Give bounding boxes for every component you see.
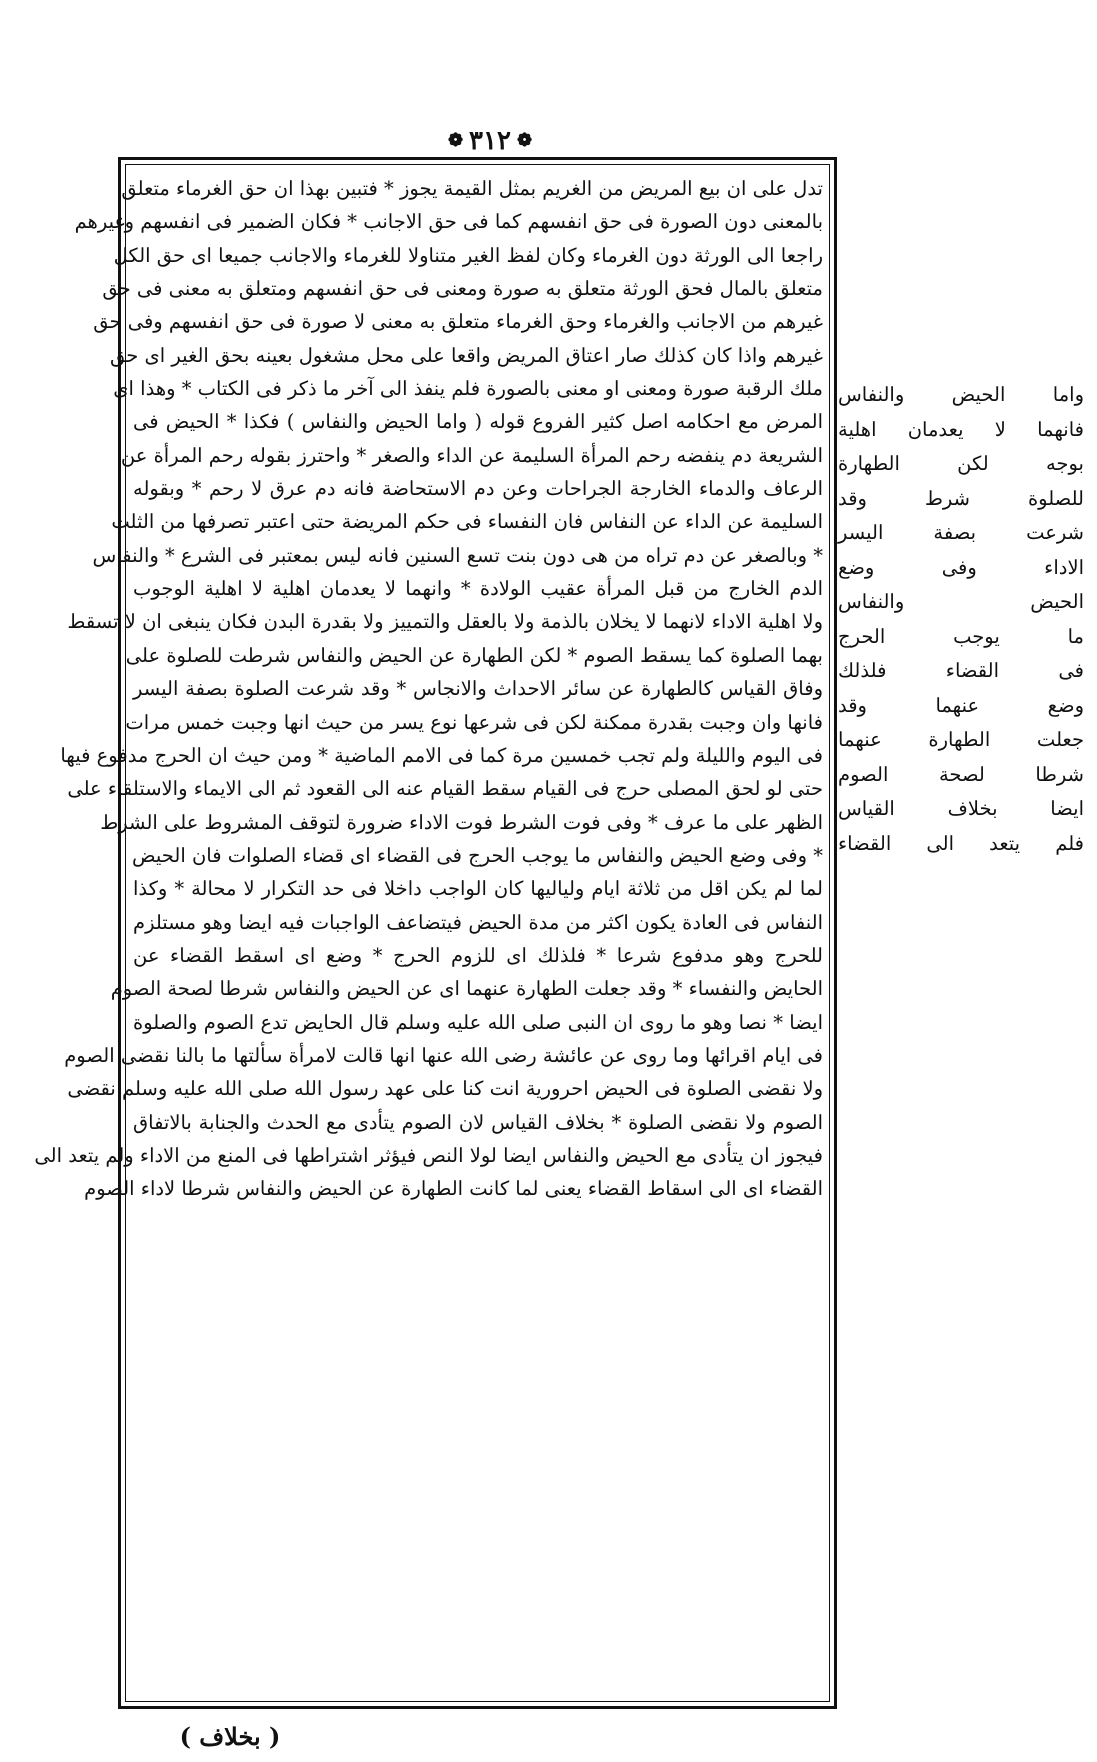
margin-note-line: جعلت الطهارة عنهما bbox=[838, 728, 1084, 751]
margin-note-line: الاداء وفى وضع bbox=[838, 555, 1084, 579]
text-line: ايضا * نصا وهو ما روى ان النبى صلى الله عليه وسلم قال الحايض تدع الصوم والصلوة bbox=[133, 1010, 823, 1034]
text-line: * وفى وضع الحيض والنفاس ما يوجب الحرج فى القضاء اى قضاء الصلوات فان الحيض bbox=[132, 843, 823, 867]
text-line: النفاس فى العادة يكون اكثر من مدة الحيض فيتضاعف الواجبات فيه ايضا وهو مستلزم bbox=[133, 910, 823, 934]
text-line: الظهر على ما عرف * وفى فوت الشرط فوت الاداء ضرورة لتوقف المشروط على الشرط bbox=[100, 810, 823, 834]
margin-note-line: الحيض والنفاس bbox=[838, 590, 1084, 613]
margin-note-line: شرطا لصحة الصوم bbox=[838, 762, 1084, 786]
text-line: المرض مع احكامه اصل كثير الفروع قوله ( واما الحيض والنفاس ) فكذا * الحيض فى bbox=[133, 410, 823, 434]
text-line: لما لم يكن اقل من ثلاثة ايام ولياليها كان الواجب داخلا فى حد التكرار لا محالة * وكذا bbox=[133, 877, 823, 901]
text-line: الدم الخارج من قبل المرأة عقيب الولادة * وانهما لا يعدمان اهلية لا اهلية الوجوب bbox=[133, 577, 823, 601]
margin-note-line: فلم يتعد الى القضاء bbox=[838, 831, 1084, 855]
main-text-block bbox=[34, 172, 823, 1702]
text-line: القضاء اى الى اسقاط القضاء يعنى لما كانت الطهارة عن الحيض والنفاس شرطا لاداء الصوم bbox=[84, 1177, 823, 1201]
text-line: فى اليوم والليلة ولم تجب خمسين مرة كما فى الامم الماضية * ومن حيث ان الحرج مدفوع فيها bbox=[60, 743, 823, 767]
page-number-text: ٣١٢ bbox=[469, 126, 511, 156]
text-line: الصوم ولا نقضى الصلوة * بخلاف القياس لان الصوم يتأدى مع الحدث والجنابة بالاتفاق bbox=[133, 1110, 823, 1134]
text-line: غيرهم واذا كان كذلك صار اعتاق المريض واقعا على محل مشغول بعينه بحق الغير اى حق bbox=[110, 343, 823, 367]
text-line: فانها وان وجبت بقدرة ممكنة لكن فى شرعها نوع يسر من حيث انها وجبت خمس مرات bbox=[125, 710, 823, 734]
text-line: ولا نقضى الصلوة فى الحيض احرورية انت كنا على عهد رسول الله صلى الله عليه وسلم نقضى bbox=[67, 1077, 823, 1101]
text-line: فيجوز ان يتأدى مع الحيض والنفاس ايضا لولا النص فيؤثر اشتراطها فى المنع من الاداء ولم يتعد الى bbox=[34, 1143, 823, 1167]
text-line: السليمة عن الداء عن النفاس فان النفساء فى حكم المريضة حتى اعتبر تصرفها من الثلث bbox=[111, 510, 823, 534]
text-line: للحرج وهو مدفوع شرعا * فلذلك اى للزوم الحرج * وضع اى اسقط القضاء عن bbox=[133, 943, 823, 967]
text-line: ولا اهلية الاداء لانهما لا يخلان بالذمة ولا بالعقل والتمييز ولا بقدرة البدن فكان ينبغى ان لا تسقط bbox=[67, 610, 823, 634]
text-line: الشريعة دم ينفضه رحم المرأة السليمة عن الداء والصغر * واحترز بقوله رحم المرأة عن bbox=[120, 443, 823, 467]
text-line: ملك الرقبة صورة ومعنى او معنى بالصورة فلم ينفذ الى آخر ما ذكر فى الكتاب * وهذا اى bbox=[113, 377, 823, 401]
ornament-left-icon: ❁ bbox=[447, 130, 464, 151]
text-line: متعلق بالمال فحق الورثة متعلق به صورة ومعنى فى حق انفسهم ومتعلق به معنى فى حق bbox=[102, 277, 823, 301]
page-number bbox=[435, 120, 545, 160]
text-line: بالمعنى دون الصورة فى حق انفسهم كما فى حق الاجانب * فكان الضمير فى انفسهم وغيرهم bbox=[74, 210, 823, 234]
text-line: وفاق القياس كالطهارة عن سائر الاحداث والانجاس * وقد شرعت الصلوة بصفة اليسر bbox=[133, 677, 823, 701]
text-line: * وبالصغر عن دم تراه من هى دون بنت تسع السنين فانه ليس بمعتبر فى الشرع * والنفاس bbox=[92, 543, 823, 567]
text-line: راجعا الى الورثة دون الغرماء وكان لفظ الغير متناولا للغرماء والاجانب جميعا اى حق الكل bbox=[113, 243, 823, 267]
text-line: حتى لو لحق المصلى حرج فى القيام سقط القيام عنه الى القعود ثم الى الايماء والاستلقاء على bbox=[67, 777, 823, 801]
margin-note-line: وضع عنهما وقد bbox=[838, 693, 1084, 717]
margin-note-line: ما يوجب الحرج bbox=[838, 624, 1084, 648]
margin-note-line: بوجه لكن الطهارة bbox=[838, 452, 1084, 475]
margin-note-line: واما الحيض والنفاس bbox=[838, 383, 1084, 406]
text-line: تدل على ان بيع المريض من الغريم بمثل القيمة يجوز * فتبين بهذا ان حق الغرماء متعلق bbox=[121, 177, 823, 200]
margin-note-line: ايضا بخلاف القياس bbox=[838, 797, 1084, 820]
text-line: الرعاف والدماء الخارجة الجراحات وعن دم الاستحاضة فانه دم عرق لا رحم * وبقوله bbox=[133, 477, 823, 501]
margin-note-line: فانهما لا يعدمان اهلية bbox=[838, 417, 1084, 441]
ornament-right-icon: ❁ bbox=[516, 130, 533, 151]
text-line: بهما الصلوة كما يسقط الصوم * لكن الطهارة عن الحيض والنفاس شرطت للصلوة على bbox=[125, 643, 823, 667]
text-line: فى ايام اقرائها وما روى عن عائشة رضى الله عنها انها قالت لامرأة سألتها ما بالنا نقضى الصوم bbox=[64, 1043, 823, 1067]
catchword: ( بخلاف ) bbox=[179, 1722, 281, 1751]
margin-note-line: فى القضاء فلذلك bbox=[838, 659, 1084, 682]
text-line: غيرهم من الاجانب والغرماء وحق الغرماء متعلق به معنى لا صورة فى حق انفسهم وفى حق bbox=[93, 310, 823, 334]
margin-note-line: شرعت بصفة اليسر bbox=[838, 521, 1084, 544]
margin-note-line: للصلوة شرط وقد bbox=[838, 486, 1084, 510]
margin-note bbox=[838, 378, 1084, 861]
text-line: الحايض والنفساء * وقد جعلت الطهارة عنهما اى عن الحيض والنفاس شرطا لصحة الصوم bbox=[110, 977, 823, 1001]
